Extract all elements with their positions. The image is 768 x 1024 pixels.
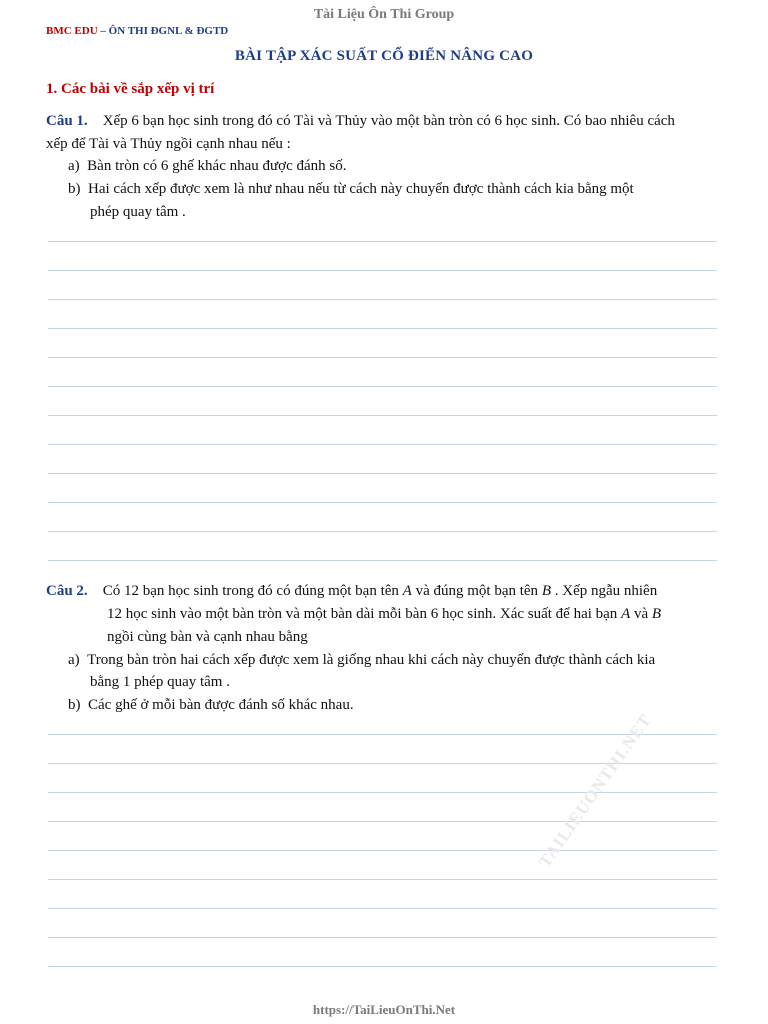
answer-line (48, 444, 717, 445)
answer-line (48, 879, 717, 880)
q1-label: Câu 1. (46, 113, 88, 129)
q2-option-a-text: Trong bàn tròn hai cách xếp được xem là giống nhau khi cách này chuyển được thành cách kia (87, 652, 656, 668)
variable-b: B (651, 606, 662, 622)
document-title: BÀI TẬP XÁC SUẤT CỔ ĐIỂN NÂNG CAO (234, 48, 534, 64)
answer-line (48, 299, 717, 300)
section-heading: 1. Các bài về sắp xếp vị trí (46, 81, 215, 97)
q2-text-3: ngồi cùng bàn và cạnh nhau bằng (107, 629, 308, 645)
answer-line (48, 386, 717, 387)
answer-line (48, 734, 717, 735)
q1-option-a (68, 155, 347, 178)
brand-separator: – (97, 25, 109, 37)
answer-line (48, 328, 717, 329)
q2-option-a (68, 649, 655, 672)
q2-text-1c: . Xếp ngẫu nhiên (550, 583, 658, 599)
answer-line (48, 908, 717, 909)
answer-line (48, 792, 717, 793)
answer-line (48, 850, 717, 851)
answer-line (48, 415, 717, 416)
watermark: TAILIEUONTHI.NET (535, 710, 656, 871)
brand-header (46, 25, 228, 37)
q1-option-b-label: b) (68, 181, 81, 197)
q1-option-b-text: Hai cách xếp được xem là như nhau nếu từ cách này chuyển được thành cách kia bằng một (88, 181, 634, 197)
q1-text-1: Xếp 6 bạn học sinh trong đó có Tài và Thủy vào một bàn tròn có 6 học sinh. Có bao nhiêu cách (102, 113, 675, 129)
answer-line (48, 531, 717, 532)
q1-text-2: xếp để Tài và Thủy ngồi cạnh nhau nếu : (46, 136, 291, 152)
q2-option-a-label: a) (68, 652, 80, 668)
brand-tagline: ÔN THI ĐGNL & ĐGTD (108, 25, 229, 37)
q2-line-1 (46, 580, 657, 603)
answer-line (48, 241, 717, 242)
answer-line (48, 270, 717, 271)
brand-name: BMC EDU (46, 25, 98, 37)
q2-text-1b: và đúng một bạn tên (411, 583, 542, 599)
answer-line (48, 821, 717, 822)
q2-option-b-label: b) (68, 697, 81, 713)
variable-a: A (402, 583, 412, 599)
answer-line (48, 357, 717, 358)
answer-line (48, 560, 717, 561)
answer-line (48, 966, 717, 967)
q2-label: Câu 2. (46, 583, 88, 599)
q1-option-b (68, 178, 634, 201)
q1-line-1 (46, 110, 675, 133)
q2-option-b (68, 694, 354, 717)
q2-option-a-text-2: bằng 1 phép quay tâm . (90, 674, 230, 690)
q2-line-2 (107, 603, 661, 626)
footer-url[interactable]: https://TaiLieuOnThi.Net (312, 1002, 456, 1017)
q2-text-2b: và (630, 606, 652, 622)
group-header: Tài Liệu Ôn Thi Group (313, 7, 455, 22)
answer-line (48, 937, 717, 938)
answer-line (48, 473, 717, 474)
q2-option-b-text: Các ghế ở mỗi bàn được đánh số khác nhau. (88, 697, 354, 713)
q2-text-1a: Có 12 bạn học sinh trong đó có đúng một bạn tên (102, 583, 403, 599)
answer-line (48, 502, 717, 503)
q1-option-a-text: Bàn tròn có 6 ghế khác nhau được đánh số. (87, 158, 347, 174)
q2-text-2a: 12 học sinh vào một bàn tròn và một bàn dài mỗi bàn 6 học sinh. Xác suất để hai bạn (107, 606, 622, 622)
q1-option-a-label: a) (68, 158, 80, 174)
q1-option-b-text-2: phép quay tâm . (90, 204, 186, 220)
variable-a: A (621, 606, 631, 622)
variable-b: B (541, 583, 551, 599)
